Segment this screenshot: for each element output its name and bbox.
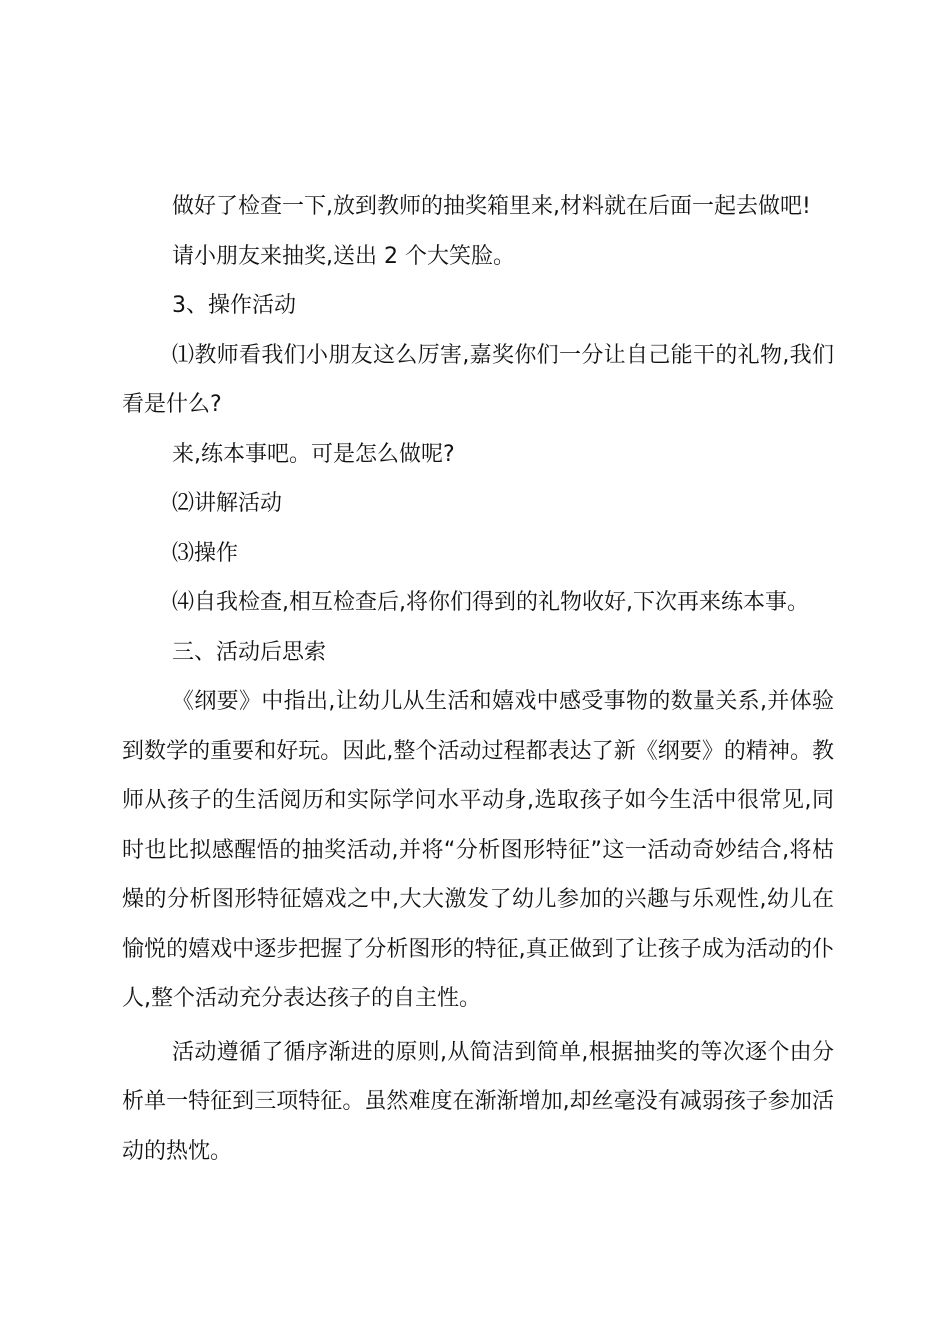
paragraph-check-and-submit: 做好了检查一下,放到教师的抽奖箱里来,材料就在后面一起去做吧! [172, 194, 811, 219]
paragraph-step-1: ⑴教师看我们小朋友这么厉害,嘉奖你们一分让自己能干的礼物,我们看是什么? [122, 342, 834, 417]
paragraph-step-4: ⑷自我检查,相互检查后,将你们得到的礼物收好,下次再来练本事。 [172, 590, 809, 615]
paragraph-reflection-principle: 活动遵循了循序渐进的原则,从简洁到简单,根据抽奖的等次逐个由分析单一特征到三项特征。虽然难度在渐渐增加,却丝毫没有减弱孩子参加活动的热忱。 [122, 1039, 834, 1164]
section-heading-operation: 3、操作活动 [172, 293, 296, 318]
paragraph-reflection-outline: 《纲要》中指出,让幼儿从生活和嬉戏中感受事物的数量关系,并体验到数学的重要和好玩。因此,整个活动过程都表达了新《纲要》的精神。教师从孩子的生活阅历和实际学问水平动身,选取孩子如今生活中很常见,同时也比拟感醒悟的抽奖活动,并将“分析图形特征”这一活动奇妙结合,将枯燥的分析图形特征嬉戏之中,大大激发了幼儿参加的兴趣与乐观性,幼儿在愉悦的嬉戏中逐步把握了分析图形的特征,真正做到了让孩子成为活动的仆人,整个活动充分表达孩子的自主性。 [122, 689, 834, 1011]
paragraph-step-2: ⑵讲解活动 [172, 491, 283, 516]
paragraph-lottery-reward: 请小朋友来抽奖,送出 2 个大笑脸。 [172, 243, 515, 269]
document-body [122, 182, 834, 1176]
paragraph-practice: 来,练本事吧。可是怎么做呢? [172, 441, 455, 467]
paragraph-step-3: ⑶操作 [172, 540, 239, 566]
section-heading-reflection: 三、活动后思索 [172, 639, 327, 665]
